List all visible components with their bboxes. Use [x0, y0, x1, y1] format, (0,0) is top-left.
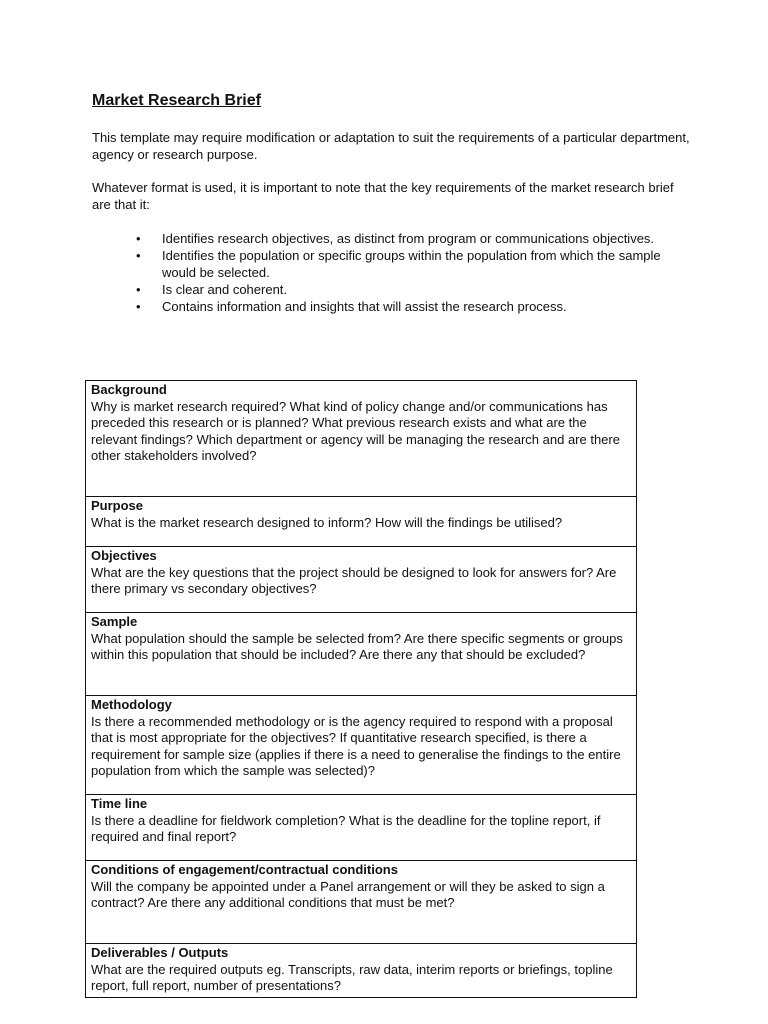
- table-cell-deliverables: [86, 944, 637, 998]
- table-cell-methodology: [86, 696, 637, 795]
- list-item: [92, 298, 692, 315]
- section-text: What are the key questions that the project should be designed to look for answers for? Are there primary vs secondary objectives?: [91, 564, 617, 596]
- format-paragraph: Whatever format is used, it is important to note that the key requirements of the market research brief are that it:: [92, 180, 674, 212]
- section-heading: Deliverables / Outputs: [91, 945, 229, 960]
- section-text: Is there a recommended methodology or is the agency required to respond with a proposal that is most appropriate for the objectives? If quantitative research specified, is there a requirement for sample size (applies if there is a need to generalise the findings to the entire population from which the sample was selected)?: [91, 713, 621, 778]
- table-cell-time-line: [86, 795, 637, 861]
- section-heading: Methodology: [91, 697, 172, 712]
- section-heading: Objectives: [91, 548, 157, 563]
- intro-paragraph: This template may require modification or adaptation to suit the requirements of a particular department, agency or research purpose.: [92, 130, 690, 162]
- table-cell-background: [86, 381, 637, 497]
- section-heading: Conditions of engagement/contractual conditions: [91, 862, 398, 877]
- requirements-list: [92, 230, 692, 315]
- bullet-icon: •: [136, 282, 141, 297]
- section-heading: Sample: [91, 614, 138, 629]
- section-heading: Purpose: [91, 498, 144, 513]
- list-item: [92, 281, 692, 298]
- table-row: [86, 861, 637, 944]
- section-text: Is there a deadline for fieldwork completion? What is the deadline for the topline report, if required and final report?: [91, 812, 601, 844]
- document-title: Market Research Brief: [92, 92, 261, 109]
- table-cell-purpose: [86, 497, 637, 547]
- table-row: [86, 944, 637, 998]
- list-item-text: Contains information and insights that will assist the research process.: [162, 299, 567, 314]
- table-row: [86, 795, 637, 861]
- bullet-icon: •: [136, 231, 141, 246]
- section-text: Will the company be appointed under a Panel arrangement or will they be asked to sign a contract? Are there any additional conditions that must be met?: [91, 878, 605, 910]
- list-item-text: Identifies the population or specific groups within the population from which the sample would be selected.: [162, 248, 661, 280]
- section-text: What is the market research designed to inform? How will the findings be utilised?: [91, 514, 563, 530]
- section-heading: Time line: [91, 796, 148, 811]
- table-row: [86, 497, 637, 547]
- table-row: [86, 381, 637, 497]
- bullet-icon: •: [136, 299, 141, 314]
- list-item-text: Is clear and coherent.: [162, 282, 288, 297]
- list-item-text: Identifies research objectives, as distinct from program or communications objectives.: [162, 231, 655, 246]
- bullet-icon: •: [136, 248, 141, 263]
- table-row: [86, 696, 637, 795]
- section-heading: Background: [91, 382, 167, 397]
- table-cell-sample: [86, 613, 637, 696]
- section-text: What population should the sample be selected from? Are there specific segments or groups within this population that should be included? Are there any that should be excluded?: [91, 630, 623, 662]
- brief-table: [85, 380, 637, 998]
- table-row: [86, 613, 637, 696]
- table-cell-objectives: [86, 547, 637, 613]
- section-text: What are the required outputs eg. Transcripts, raw data, interim reports or briefings, topline report, full report, number of presentations?: [91, 961, 613, 993]
- section-text: Why is market research required? What kind of policy change and/or communications has preceded this research or is planned? What previous research exists and what are the relevant findings? Which department or agency will be managing the research and are there other stakeholders involved?: [91, 398, 620, 463]
- list-item: [92, 230, 692, 247]
- table-cell-conditions: [86, 861, 637, 944]
- table-row: [86, 547, 637, 613]
- list-item: [92, 247, 692, 281]
